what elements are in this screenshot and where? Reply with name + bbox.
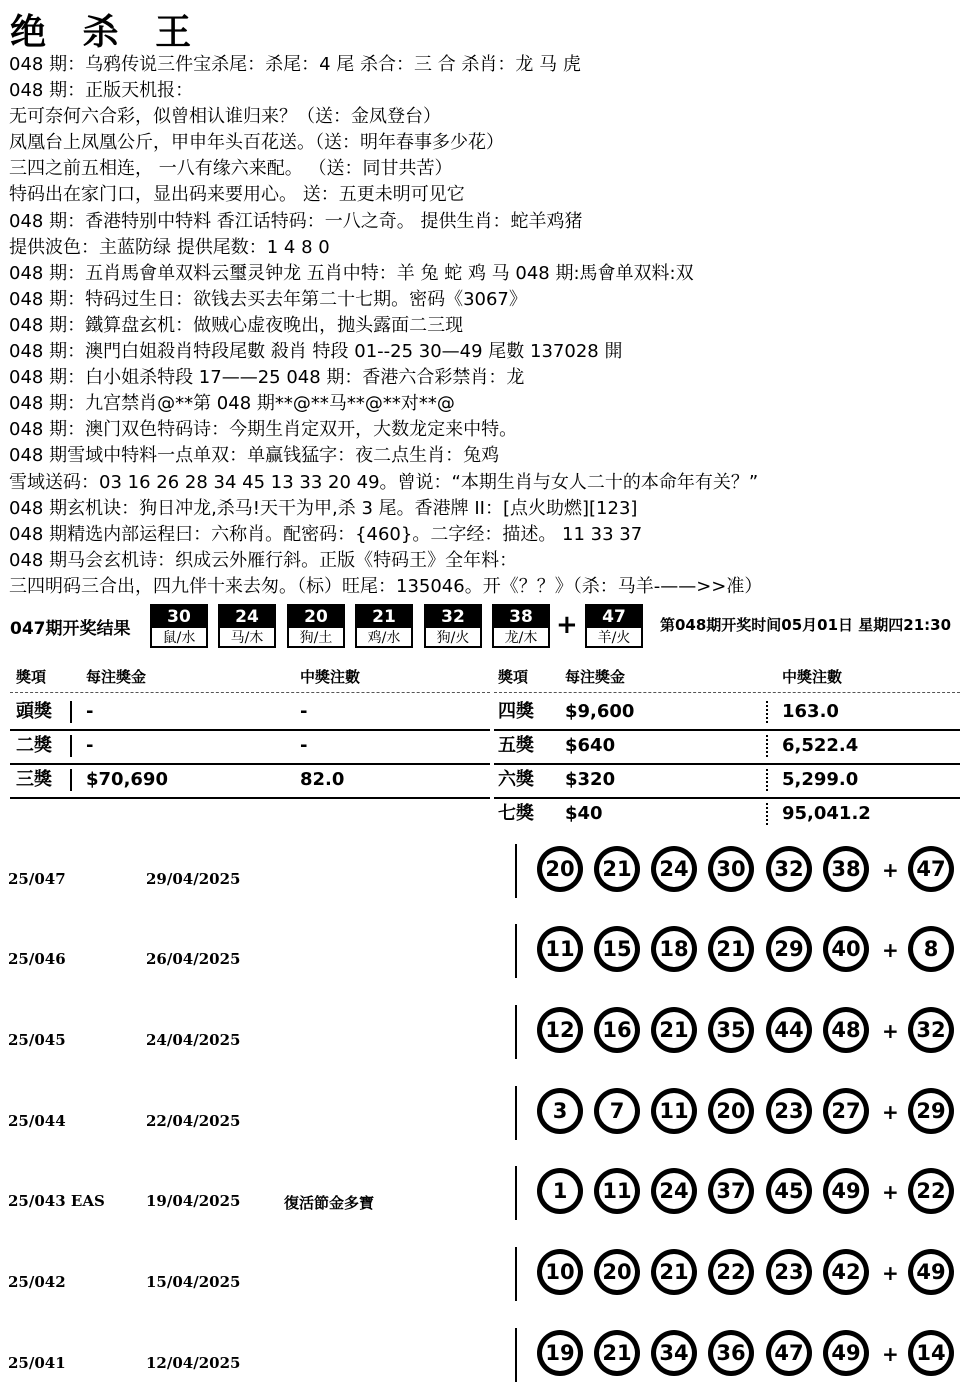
prize-amount: $70,690 [86, 769, 168, 790]
ball-zodiac: 鼠/水 [162, 630, 196, 646]
lottery-ball [651, 926, 697, 972]
divider [10, 797, 490, 799]
lottery-ball [537, 1330, 583, 1376]
draw-result-bar [0, 600, 960, 652]
prize-amount: - [86, 701, 94, 722]
divider [766, 769, 768, 791]
ball-number: 21 [713, 931, 749, 967]
divider [515, 1166, 517, 1220]
draw-date: 24/04/2025 [146, 1031, 241, 1049]
lottery-ball [537, 1168, 583, 1214]
text-line: 三四明码三合出，四九伴十来去匆。（标）旺尾：135046。开《？？》（杀：马羊-——>>准） [9, 575, 763, 597]
lottery-ball [594, 846, 640, 892]
ball-number: 15 [599, 931, 635, 967]
plus-sign: + [882, 1342, 899, 1366]
draw-result-label: 047期开奖结果 [10, 619, 131, 639]
lottery-ball [594, 926, 640, 972]
ball-number: 37 [713, 1173, 749, 1209]
prize-header-name: 獎項 [498, 668, 529, 686]
ball-zodiac: 龙/木 [504, 630, 538, 646]
ball-zodiac: 狗/土 [299, 630, 333, 646]
lottery-ball [651, 1168, 697, 1214]
prize-count: 5,299.0 [782, 769, 859, 790]
ball-number: 29 [913, 1093, 949, 1129]
ball-number: 32 [771, 851, 807, 887]
ball-number: 16 [599, 1012, 635, 1048]
ball-number: 22 [913, 1173, 949, 1209]
ball-zodiac: 狗/火 [436, 630, 470, 646]
prize-count: 95,041.2 [782, 803, 871, 824]
ball-number: 18 [656, 931, 692, 967]
ball-number: 30 [713, 851, 749, 887]
prize-header-name: 獎項 [16, 668, 47, 686]
draw-date: 22/04/2025 [146, 1112, 241, 1130]
draw-issue: 25/041 [8, 1354, 66, 1372]
ball-number: 21 [656, 1012, 692, 1048]
draw-issue: 25/047 [8, 870, 66, 888]
ball-zodiac: 鸡/水 [367, 630, 401, 646]
ball-number: 47 [587, 606, 641, 628]
draw-issue: 25/043 EAS [8, 1192, 105, 1210]
ball-number: 47 [771, 1335, 807, 1371]
draw-issue: 25/044 [8, 1112, 66, 1130]
prize-count: 82.0 [300, 769, 345, 790]
draw-date: 15/04/2025 [146, 1273, 241, 1291]
divider [494, 797, 960, 799]
special-ball [908, 846, 954, 892]
divider [10, 729, 490, 731]
text-line: 048 期：鐵算盘玄机：做贼心虚夜晚出，抛头露面二三现 [9, 314, 464, 336]
ball-number: 24 [656, 851, 692, 887]
ball-number: 45 [771, 1173, 807, 1209]
special-ball [908, 1168, 954, 1214]
lottery-ball [537, 1088, 583, 1134]
prize-name: 七獎 [498, 803, 534, 824]
ball-number: 1 [542, 1173, 578, 1209]
draw-issue: 25/042 [8, 1273, 66, 1291]
ball-number: 19 [542, 1335, 578, 1371]
plus-sign: + [882, 938, 899, 962]
ball-number: 49 [913, 1254, 949, 1290]
divider [515, 1086, 517, 1140]
ball-number: 36 [713, 1335, 749, 1371]
lottery-ball [766, 926, 812, 972]
text-line: 048 期：澳門白姐殺肖特段尾數 殺肖 特段 01--25 30—49 尾數 137028 開 [9, 341, 623, 363]
ball-number: 30 [152, 606, 206, 628]
ball-number: 11 [599, 1173, 635, 1209]
lottery-ball [708, 1249, 754, 1295]
lottery-ball [708, 846, 754, 892]
lottery-ball [594, 1088, 640, 1134]
divider [70, 735, 72, 757]
prediction-lines [9, 52, 954, 600]
special-ball [585, 604, 643, 648]
prize-name: 四獎 [498, 701, 534, 722]
lottery-ball [537, 846, 583, 892]
divider [515, 1005, 517, 1059]
draw-ball [492, 604, 550, 648]
divider [515, 924, 517, 978]
ball-number: 20 [542, 851, 578, 887]
prize-header-amount: 每注獎金 [565, 668, 626, 686]
lottery-ball [708, 926, 754, 972]
draw-ball [424, 604, 482, 648]
ball-number: 10 [542, 1254, 578, 1290]
ball-number: 23 [771, 1254, 807, 1290]
history-row [0, 1162, 960, 1243]
lottery-ball [823, 1007, 869, 1053]
page-title: 绝 杀 王 [10, 11, 204, 53]
lottery-ball [823, 1088, 869, 1134]
lottery-ball [823, 1168, 869, 1214]
lottery-ball [537, 1007, 583, 1053]
draw-ball [355, 604, 413, 648]
lottery-ball [766, 1249, 812, 1295]
lottery-ball [766, 846, 812, 892]
ball-number: 12 [542, 1012, 578, 1048]
divider [10, 692, 490, 693]
plus-sign: + [556, 610, 578, 640]
next-draw-time: 第048期开奖时间05月01日 星期四21:30 [660, 616, 952, 634]
ball-number: 21 [357, 606, 411, 628]
text-line: 048 期：正版天机报： [9, 80, 194, 102]
ball-number: 11 [656, 1093, 692, 1129]
divider [766, 701, 768, 723]
draw-issue: 25/045 [8, 1031, 66, 1049]
prize-name: 六獎 [498, 769, 534, 790]
divider [766, 735, 768, 757]
draw-ball [150, 604, 208, 648]
divider [70, 701, 72, 723]
lottery-ball [823, 926, 869, 972]
special-ball [908, 1249, 954, 1295]
ball-number: 21 [599, 1335, 635, 1371]
draw-note: 復活節金多寶 [284, 1194, 375, 1212]
lottery-ball [594, 1168, 640, 1214]
history-row [0, 1082, 960, 1163]
ball-number: 47 [913, 851, 949, 887]
divider [10, 763, 490, 765]
ball-number: 8 [913, 931, 949, 967]
ball-number: 48 [828, 1012, 864, 1048]
ball-number: 35 [713, 1012, 749, 1048]
ball-number: 23 [771, 1093, 807, 1129]
divider [515, 1247, 517, 1301]
prize-header-count: 中獎注數 [782, 668, 843, 686]
text-line: 三四之前五相连， 一八有缘六来配。 （送：同甘共苦） [9, 158, 453, 180]
ball-number: 21 [656, 1254, 692, 1290]
lottery-ball [651, 1249, 697, 1295]
ball-number: 42 [828, 1254, 864, 1290]
text-line: 048 期玄机诀：狗日冲龙,杀马!天干为甲,杀 3 尾。香港牌 II：[点火助燃][123] [9, 497, 638, 519]
plus-sign: + [882, 1180, 899, 1204]
divider [494, 692, 960, 693]
plus-sign: + [882, 858, 899, 882]
ball-number: 49 [828, 1173, 864, 1209]
lottery-ball [594, 1007, 640, 1053]
text-line: 048 期：香港特别中特料 香江话特码：一八之奇。 提供生肖：蛇羊鸡猪 [9, 210, 583, 232]
prize-header-count: 中獎注數 [300, 668, 361, 686]
text-line: 048 期精选内部运程曰：六称肖。配密码：{460}。二字经：描述。 11 33 37 [9, 523, 643, 545]
special-ball [908, 926, 954, 972]
prize-name: 二獎 [16, 735, 52, 756]
ball-number: 34 [656, 1335, 692, 1371]
draw-date: 19/04/2025 [146, 1192, 241, 1210]
ball-number: 24 [220, 606, 274, 628]
ball-number: 20 [713, 1093, 749, 1129]
ball-number: 14 [913, 1335, 949, 1371]
prize-count: 163.0 [782, 701, 839, 722]
lottery-ball [651, 1088, 697, 1134]
lottery-ball [651, 846, 697, 892]
lottery-ball [766, 1007, 812, 1053]
draw-ball [218, 604, 276, 648]
history-row [0, 1243, 960, 1324]
ball-number: 44 [771, 1012, 807, 1048]
ball-number: 27 [828, 1093, 864, 1129]
divider [494, 763, 960, 765]
lottery-ball [594, 1249, 640, 1295]
text-line: 048 期：特码过生日：欲钱去买去年第二十七期。密码《3067》 [9, 288, 527, 310]
lottery-ball [823, 1249, 869, 1295]
divider [494, 729, 960, 731]
ball-number: 3 [542, 1093, 578, 1129]
special-ball [908, 1007, 954, 1053]
ball-number: 32 [913, 1012, 949, 1048]
ball-zodiac: 马/木 [230, 630, 264, 646]
divider [70, 769, 72, 791]
plus-sign: + [882, 1019, 899, 1043]
text-line: 048 期雪域中特料一点单双：单赢钱猛字：夜二点生肖：兔鸡 [9, 445, 500, 467]
lottery-ball [651, 1330, 697, 1376]
ball-number: 22 [713, 1254, 749, 1290]
plus-sign: + [882, 1100, 899, 1124]
prize-count: 6,522.4 [782, 735, 859, 756]
prize-header-amount: 每注獎金 [86, 668, 147, 686]
draw-issue: 25/046 [8, 950, 66, 968]
lottery-ball [823, 1330, 869, 1376]
history-row [0, 1324, 960, 1388]
prize-amount: - [86, 735, 94, 756]
prize-name: 三獎 [16, 769, 52, 790]
prize-name: 五獎 [498, 735, 534, 756]
draw-ball [287, 604, 345, 648]
draw-date: 26/04/2025 [146, 950, 241, 968]
prize-name: 頭獎 [16, 701, 52, 722]
divider [766, 803, 768, 825]
special-ball [908, 1088, 954, 1134]
ball-number: 21 [599, 851, 635, 887]
ball-number: 24 [656, 1173, 692, 1209]
ball-number: 49 [828, 1335, 864, 1371]
lottery-ball [708, 1007, 754, 1053]
special-ball [908, 1330, 954, 1376]
divider [515, 844, 517, 898]
lottery-ball [708, 1330, 754, 1376]
text-line: 048 期：乌鸦传说三件宝杀尾：杀尾：4 尾 杀合：三 合 杀肖：龙 马 虎 [9, 54, 581, 75]
text-line: 048 期：九宫禁肖@**第 048 期**@**马**@**对**@ [9, 393, 455, 415]
text-line: 特码出在家门口，显出码来要用心。 送：五更未明可见它 [9, 184, 465, 206]
ball-number: 32 [426, 606, 480, 628]
lottery-ball [766, 1330, 812, 1376]
lottery-ball [823, 846, 869, 892]
text-line: 048 期马会玄机诗：织成云外雁行斜。正版《特码王》全年料： [9, 549, 518, 571]
ball-zodiac: 羊/火 [597, 630, 631, 646]
ball-number: 38 [494, 606, 548, 628]
ball-number: 29 [771, 931, 807, 967]
text-line: 雪域送码：03 16 26 28 34 45 13 33 20 49。曾说：“本期生肖与女人二十的本命年有关？” [9, 471, 759, 493]
prize-amount: $9,600 [565, 701, 635, 722]
prize-amount: $640 [565, 735, 616, 756]
prize-count: - [300, 735, 308, 756]
ball-number: 38 [828, 851, 864, 887]
ball-number: 20 [289, 606, 343, 628]
lottery-ball [766, 1088, 812, 1134]
prize-count: - [300, 701, 308, 722]
history-row [0, 840, 960, 921]
lottery-ball [537, 1249, 583, 1295]
ball-number: 20 [599, 1254, 635, 1290]
text-line: 048 期：澳门双色特码诗：今期生肖定双开，大数龙定来中特。 [9, 419, 518, 441]
lottery-ball [594, 1330, 640, 1376]
history-row [0, 1001, 960, 1082]
divider [515, 1328, 517, 1382]
text-line: 提供波色：主蓝防绿 提供尾数：1 4 8 0 [9, 236, 330, 258]
lottery-ball [708, 1088, 754, 1134]
history-row [0, 920, 960, 1001]
lottery-ball [537, 926, 583, 972]
ball-number: 40 [828, 931, 864, 967]
lottery-ball [708, 1168, 754, 1214]
plus-sign: + [882, 1261, 899, 1285]
ball-number: 11 [542, 931, 578, 967]
ball-number: 7 [599, 1093, 635, 1129]
text-line: 无可奈何六合彩，似曾相认谁归来？（送：金凤登台） [9, 106, 441, 128]
text-line: 048 期：五肖馬會单双料云璽灵钟龙 五肖中特：羊 兔 蛇 鸡 马 048 期:馬會单双料:双 [9, 262, 694, 284]
lottery-ball [651, 1007, 697, 1053]
text-line: 048 期：白小姐杀特段 17——25 048 期：香港六合彩禁肖：龙 [9, 367, 525, 389]
draw-date: 29/04/2025 [146, 870, 241, 888]
text-line: 凤凰台上凤凰公斤，甲申年头百花送。（送：明年春事多少花） [9, 132, 504, 154]
prize-amount: $40 [565, 803, 603, 824]
prize-amount: $320 [565, 769, 616, 790]
lottery-ball [766, 1168, 812, 1214]
draw-date: 12/04/2025 [146, 1354, 241, 1372]
